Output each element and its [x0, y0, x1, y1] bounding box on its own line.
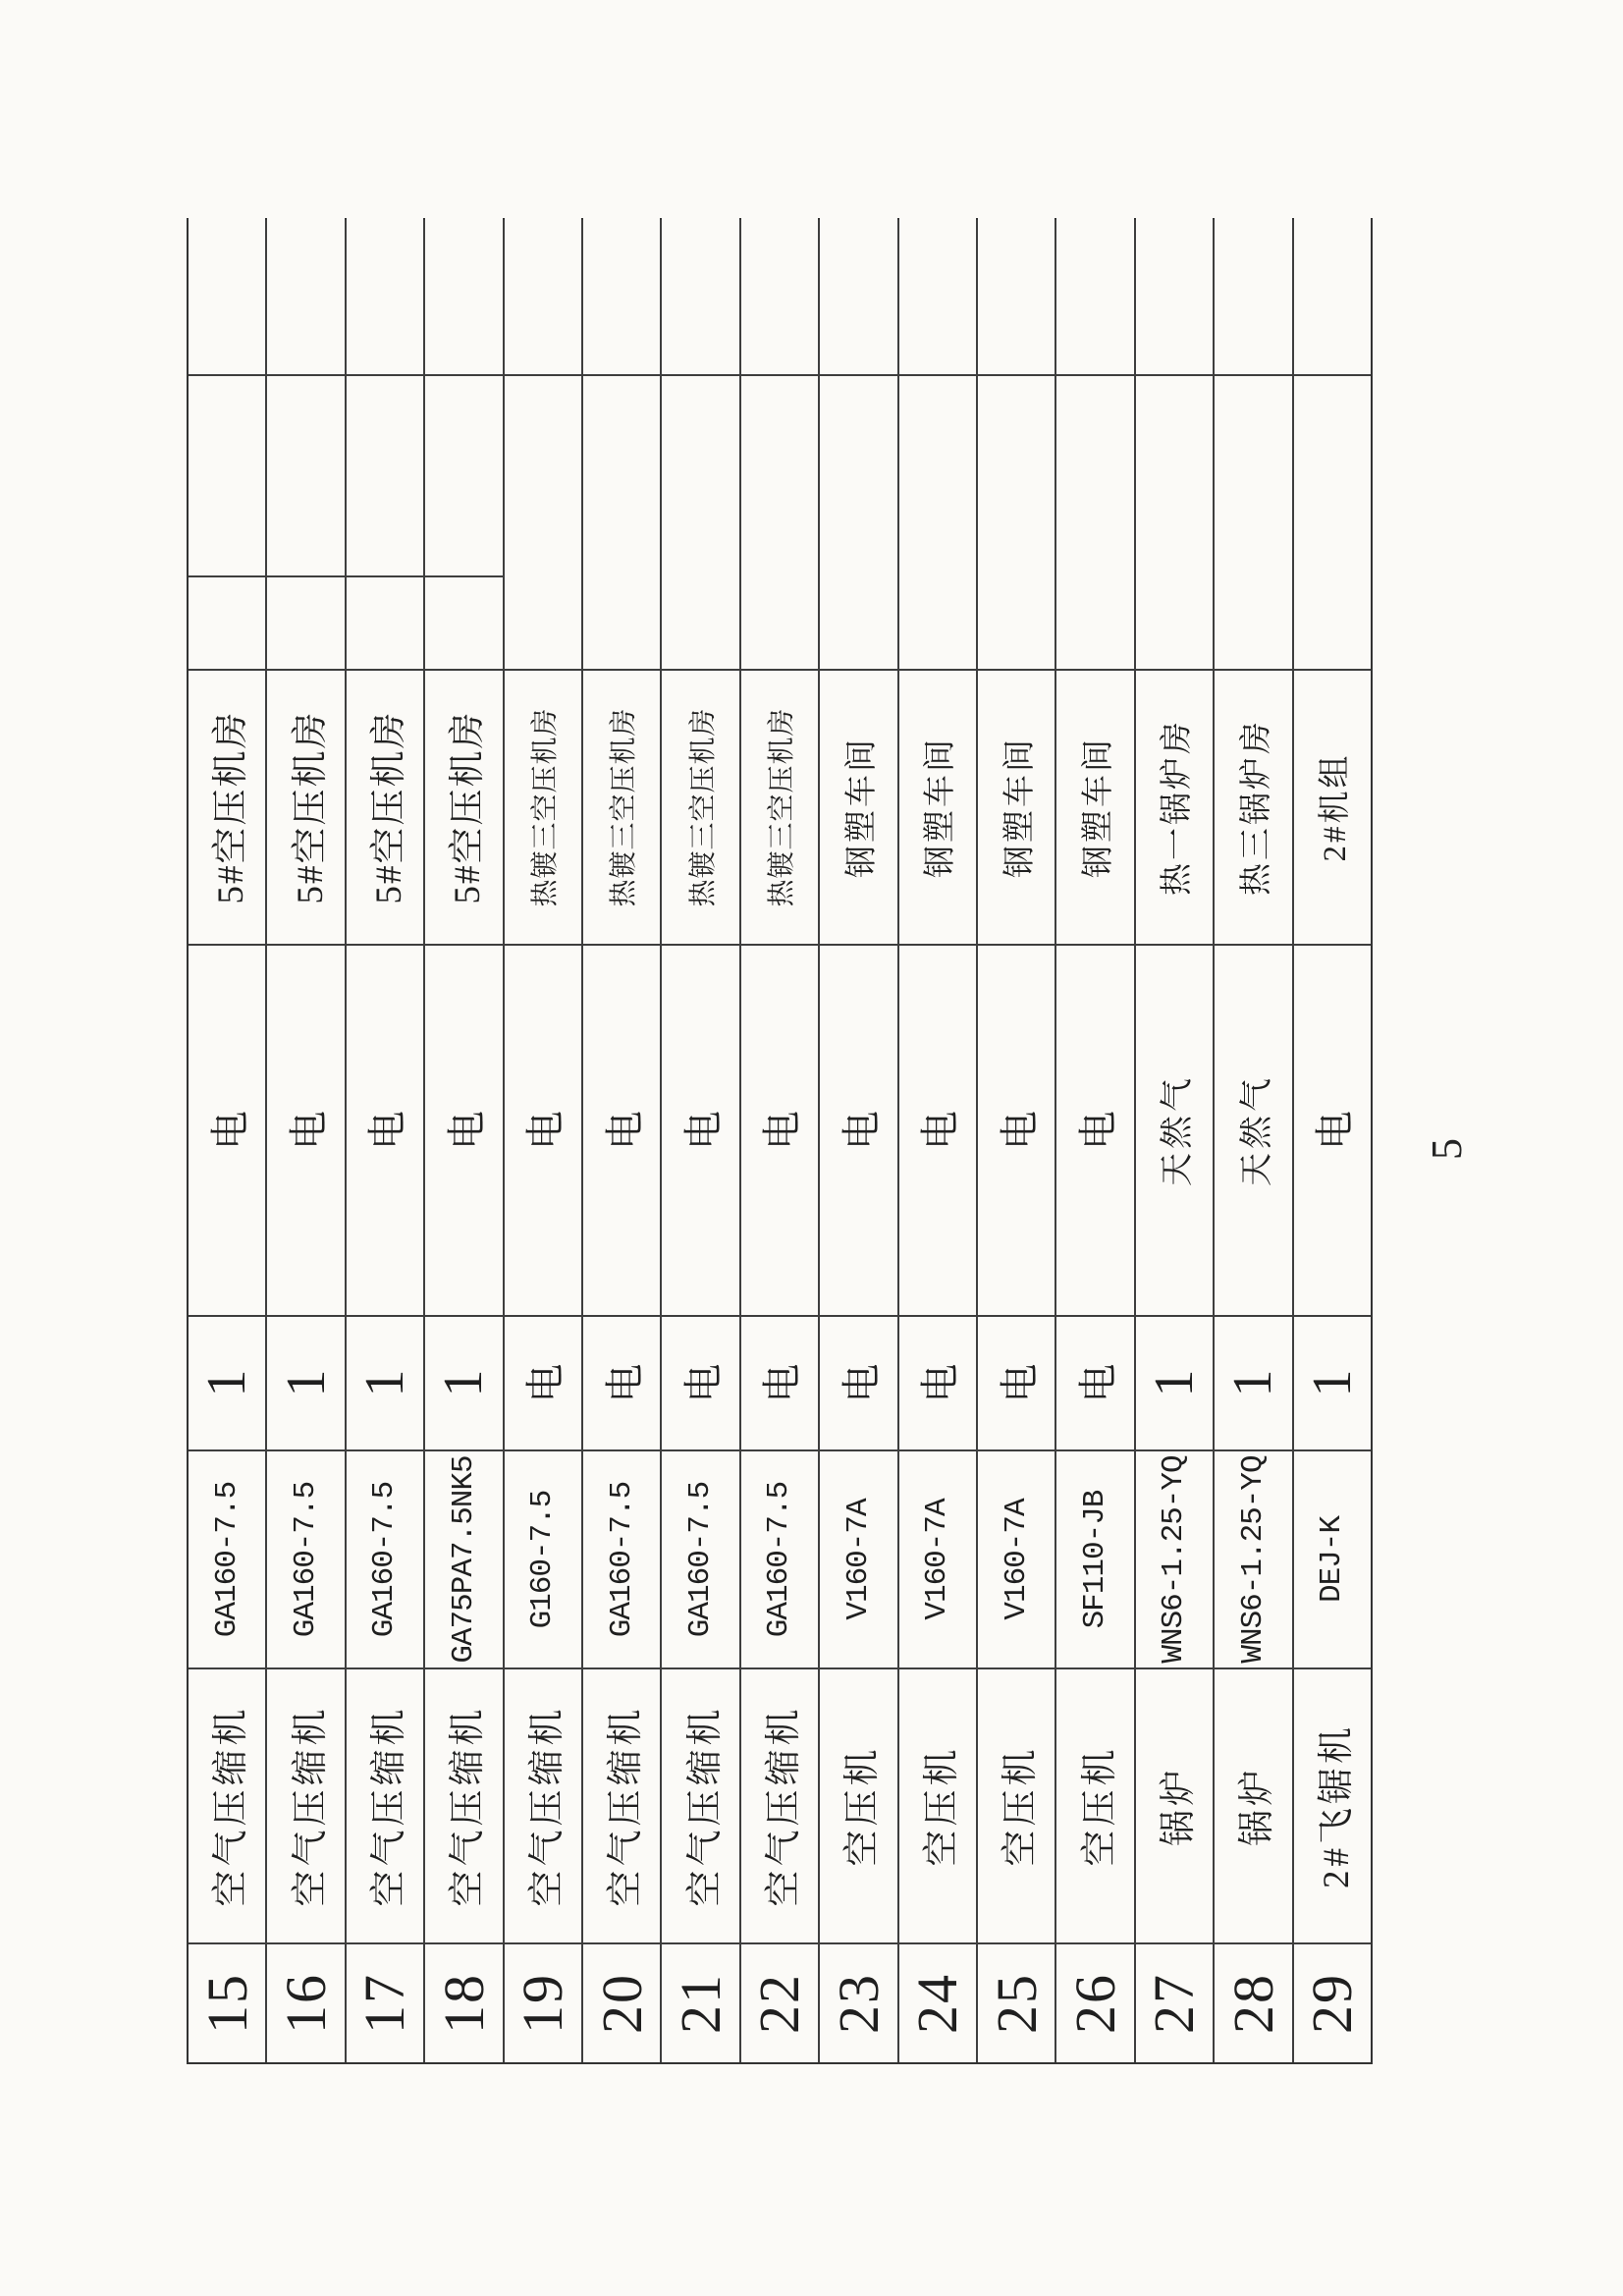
cell-energy: 电: [583, 946, 660, 1315]
cell-energy: 电: [820, 946, 896, 1315]
cell-location: 热镀三空压机房: [583, 671, 660, 944]
cell-empty: [1215, 376, 1291, 669]
cell-equipment-name: 空气压缩机: [662, 1669, 738, 1942]
cell-quantity: 1: [1215, 1317, 1291, 1449]
cell-location: 钢塑车间: [820, 671, 896, 944]
cell-number: 18: [425, 1944, 502, 2062]
cell-location: 热镀三空压机房: [505, 671, 581, 944]
cell-number: 17: [347, 1944, 423, 2062]
cell-model: GA160-7.5: [741, 1451, 818, 1667]
cell-empty: [267, 216, 344, 374]
cell-equipment-name: 空压机: [820, 1669, 896, 1942]
cell-number: 22: [741, 1944, 818, 2062]
cell-quantity: 1: [1294, 1317, 1371, 1449]
cell-empty: [741, 376, 818, 669]
cell-equipment-name: 锅炉: [1215, 1669, 1291, 1942]
cell-location: 钢塑车间: [899, 671, 976, 944]
cell-energy: 天然气: [1215, 946, 1291, 1315]
cell-empty: [820, 216, 896, 374]
cell-empty: [1136, 216, 1213, 374]
cell-quantity: 1: [189, 1317, 265, 1449]
cell-energy: 电: [267, 946, 344, 1315]
cell-number: 28: [1215, 1944, 1291, 2062]
cell-empty: [425, 376, 502, 669]
cell-equipment-name: 空压机: [1056, 1669, 1133, 1942]
cell-energy: 电: [978, 946, 1055, 1315]
cell-quantity: 电: [1056, 1317, 1133, 1449]
cell-empty: [978, 376, 1055, 669]
cell-number: 19: [505, 1944, 581, 2062]
cell-empty: [741, 216, 818, 374]
cell-energy: 电: [662, 946, 738, 1315]
cell-quantity: 电: [820, 1317, 896, 1449]
cell-empty: [1215, 216, 1291, 374]
cell-number: 15: [189, 1944, 265, 2062]
cell-energy: 天然气: [1136, 946, 1213, 1315]
cell-empty: [425, 216, 502, 374]
cell-empty: [189, 376, 265, 669]
cell-equipment-name: 锅炉: [1136, 1669, 1213, 1942]
cell-empty: [505, 216, 581, 374]
cell-quantity: 电: [583, 1317, 660, 1449]
cell-model: GA160-7.5: [189, 1451, 265, 1667]
cell-model: V160-7A: [978, 1451, 1055, 1667]
cell-empty: [347, 376, 423, 669]
cell-location: 热镀三空压机房: [662, 671, 738, 944]
cell-number: 20: [583, 1944, 660, 2062]
cell-equipment-name: 空气压缩机: [505, 1669, 581, 1942]
cell-location: 热一锅炉房: [1136, 671, 1213, 944]
cell-quantity: 电: [899, 1317, 976, 1449]
cell-empty: [820, 376, 896, 669]
cell-equipment-name: 空气压缩机: [425, 1669, 502, 1942]
cell-equipment-name: 空压机: [899, 1669, 976, 1942]
cell-empty: [662, 216, 738, 374]
cell-number: 26: [1056, 1944, 1133, 2062]
cell-location: 5#空压机房: [189, 671, 265, 944]
cell-empty: [267, 376, 344, 669]
cell-empty: [899, 216, 976, 374]
cell-location: 5#空压机房: [425, 671, 502, 944]
cell-model: SF110-JB: [1056, 1451, 1133, 1667]
cell-model: GA75PA7.5NK5: [425, 1451, 502, 1667]
cell-equipment-name: 空压机: [978, 1669, 1055, 1942]
cell-quantity: 电: [662, 1317, 738, 1449]
cell-energy: 电: [189, 946, 265, 1315]
cell-number: 24: [899, 1944, 976, 2062]
cell-energy: 电: [899, 946, 976, 1315]
cell-empty: [347, 216, 423, 374]
cell-empty: [899, 376, 976, 669]
cell-number: 25: [978, 1944, 1055, 2062]
cell-model: G160-7.5: [505, 1451, 581, 1667]
cell-model: WNS6-1.25-YQ: [1215, 1451, 1291, 1667]
cell-quantity: 电: [978, 1317, 1055, 1449]
equipment-table-area: [187, 218, 1373, 2064]
cell-number: 21: [662, 1944, 738, 2062]
cell-quantity: 电: [741, 1317, 818, 1449]
cell-empty: [978, 216, 1055, 374]
cell-model: V160-7A: [899, 1451, 976, 1667]
cell-energy: 电: [347, 946, 423, 1315]
cell-location: 2#机组: [1294, 671, 1371, 944]
cell-energy: 电: [741, 946, 818, 1315]
cell-location: 钢塑车间: [978, 671, 1055, 944]
table-line-segment: [189, 575, 504, 577]
cell-empty: [1056, 376, 1133, 669]
cell-energy: 电: [505, 946, 581, 1315]
cell-energy: 电: [1294, 946, 1371, 1315]
cell-quantity: 电: [505, 1317, 581, 1449]
cell-location: 热三锅炉房: [1215, 671, 1291, 944]
cell-model: GA160-7.5: [662, 1451, 738, 1667]
cell-number: 29: [1294, 1944, 1371, 2062]
cell-energy: 电: [1056, 946, 1133, 1315]
cell-location: 5#空压机房: [347, 671, 423, 944]
cell-model: GA160-7.5: [267, 1451, 344, 1667]
cell-number: 27: [1136, 1944, 1213, 2062]
cell-number: 23: [820, 1944, 896, 2062]
cell-model: WNS6-1.25-YQ: [1136, 1451, 1213, 1667]
cell-empty: [1056, 216, 1133, 374]
cell-equipment-name: 空气压缩机: [583, 1669, 660, 1942]
page-number: 5: [1422, 1138, 1471, 1160]
cell-equipment-name: 空气压缩机: [189, 1669, 265, 1942]
cell-model: DEJ-K: [1294, 1451, 1371, 1667]
equipment-table: [187, 218, 1373, 2064]
cell-equipment-name: 空气压缩机: [741, 1669, 818, 1942]
cell-model: V160-7A: [820, 1451, 896, 1667]
cell-quantity: 1: [425, 1317, 502, 1449]
cell-empty: [1294, 216, 1371, 374]
cell-empty: [662, 376, 738, 669]
cell-location: 5#空压机房: [267, 671, 344, 944]
cell-model: GA160-7.5: [347, 1451, 423, 1667]
cell-energy: 电: [425, 946, 502, 1315]
cell-empty: [189, 216, 265, 374]
cell-number: 16: [267, 1944, 344, 2062]
cell-location: 钢塑车间: [1056, 671, 1133, 944]
cell-model: GA160-7.5: [583, 1451, 660, 1667]
cell-empty: [583, 376, 660, 669]
cell-empty: [1294, 376, 1371, 669]
cell-location: 热镀三空压机房: [741, 671, 818, 944]
cell-equipment-name: 2#飞锯机: [1294, 1669, 1371, 1942]
cell-quantity: 1: [347, 1317, 423, 1449]
cell-quantity: 1: [267, 1317, 344, 1449]
cell-equipment-name: 空气压缩机: [267, 1669, 344, 1942]
cell-quantity: 1: [1136, 1317, 1213, 1449]
cell-empty: [1136, 376, 1213, 669]
cell-equipment-name: 空气压缩机: [347, 1669, 423, 1942]
cell-empty: [583, 216, 660, 374]
cell-empty: [505, 376, 581, 669]
